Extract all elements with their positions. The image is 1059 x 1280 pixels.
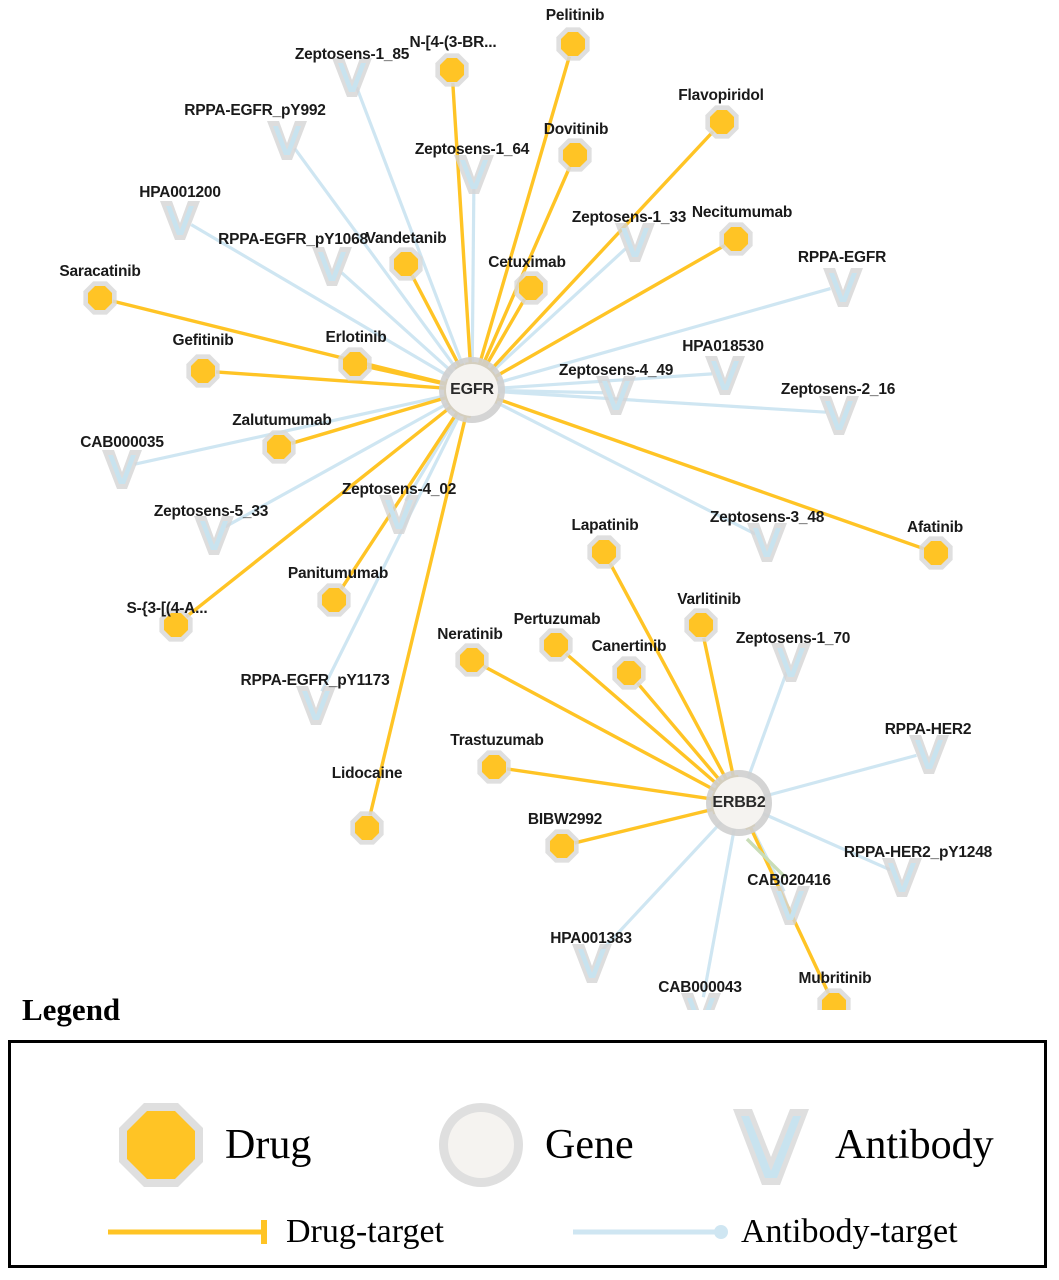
antibody-node-label: Zeptosens-5_33 xyxy=(153,503,269,520)
drug-node-shape xyxy=(563,143,587,167)
drug-node-label: Necitumumab xyxy=(691,204,793,221)
drug-node-shape xyxy=(460,648,484,672)
drug-node-shape xyxy=(617,661,641,685)
legend-label-gene: Gene xyxy=(545,1122,634,1168)
antibody-node-label: HPA018530 xyxy=(682,338,764,355)
legend-label-antibody: Antibody xyxy=(835,1122,994,1168)
antibody-node-label: CAB020416 xyxy=(747,872,831,889)
drug-node-label: Zalutumumab xyxy=(232,412,332,429)
drug-node[interactable] xyxy=(587,535,620,568)
antibody-node-label: RPPA-EGFR_pY1173 xyxy=(240,672,390,689)
antibody-node-label: RPPA-HER2_pY1248 xyxy=(843,844,993,861)
drug-node-label: Pelitinib xyxy=(545,7,605,24)
drug-node-shape xyxy=(267,435,291,459)
legend-label-drug-target: Drug-target xyxy=(286,1213,444,1250)
drug-node[interactable] xyxy=(514,271,547,304)
drug-node-shape xyxy=(519,276,543,300)
drug-target-edge-icon xyxy=(106,1215,276,1249)
antibody-node-label: Zeptosens-1_33 xyxy=(571,209,687,226)
antibody-node-label: RPPA-EGFR xyxy=(797,249,887,266)
drug-node-label: Afatinib xyxy=(906,519,964,536)
drug-edge xyxy=(453,83,471,364)
drug-node-label: Lidocaine xyxy=(331,765,403,782)
drug-node[interactable] xyxy=(389,247,422,280)
antibody-node[interactable] xyxy=(747,523,787,562)
antibody-node[interactable] xyxy=(296,686,336,725)
drug-node-shape xyxy=(724,227,748,251)
antibody-edge xyxy=(498,392,826,413)
antibody-node-label: CAB000043 xyxy=(658,979,742,996)
antibody-node-label: Zeptosens-1_70 xyxy=(735,630,851,647)
antibody-target-edge-icon xyxy=(571,1215,731,1249)
drug-node-label: Pertuzumab xyxy=(513,611,601,628)
antibody-node[interactable] xyxy=(102,450,142,489)
drug-edge xyxy=(479,56,569,365)
drug-node-shape xyxy=(544,633,568,657)
antibody-node-label: CAB000035 xyxy=(80,434,164,451)
antibody-node[interactable] xyxy=(194,516,234,555)
drug-node-label: Neratinib xyxy=(437,626,503,643)
drug-node[interactable] xyxy=(338,347,371,380)
drug-node-shape xyxy=(550,834,574,858)
antibody-node[interactable] xyxy=(312,247,352,286)
drug-node-shape xyxy=(394,252,418,276)
drug-node-label: Panitumumab xyxy=(287,565,389,582)
drug-node[interactable] xyxy=(817,988,850,1010)
drug-node[interactable] xyxy=(539,628,572,661)
drug-node[interactable] xyxy=(705,105,738,138)
antibody-node[interactable] xyxy=(615,223,655,262)
antibody-node-label: RPPA-HER2 xyxy=(884,721,972,738)
drug-node[interactable] xyxy=(612,656,645,689)
legend-edge-row xyxy=(11,1213,1044,1273)
legend-item-gene xyxy=(431,1095,634,1195)
legend-item-drug xyxy=(111,1095,311,1195)
antibody-node-label: RPPA-EGFR_pY1068 xyxy=(218,231,368,248)
drug-node[interactable] xyxy=(684,608,717,641)
drug-node[interactable] xyxy=(262,430,295,463)
drug-node[interactable] xyxy=(558,138,591,171)
antibody-chevron-icon xyxy=(721,1095,821,1195)
drug-node[interactable] xyxy=(719,222,752,255)
drug-node-label: Vandetanib xyxy=(365,230,447,247)
drug-node-shape xyxy=(322,588,346,612)
drug-node-label: Trastuzumab xyxy=(450,732,544,749)
drug-node-label: Cetuximab xyxy=(488,254,566,271)
drug-node-shape xyxy=(355,816,379,840)
antibody-node-label: RPPA-EGFR_pY992 xyxy=(184,102,326,119)
antibody-edge xyxy=(472,185,474,364)
antibody-node[interactable] xyxy=(160,201,200,240)
drug-edge xyxy=(704,638,734,778)
legend-item-drug-target xyxy=(106,1213,444,1251)
antibody-node[interactable] xyxy=(267,121,307,160)
antibody-node-shape xyxy=(687,998,715,1010)
drug-node-label: S-{3-[(4-A... xyxy=(126,600,208,617)
drug-edge xyxy=(490,132,713,371)
drug-node-label: Saracatinib xyxy=(59,263,141,280)
drug-node-shape xyxy=(710,110,734,134)
gene-node-label: ERBB2 xyxy=(712,794,766,811)
antibody-edge xyxy=(703,829,734,998)
drug-node-label: Gefitinib xyxy=(172,332,234,349)
antibody-node-label: Zeptosens-4_02 xyxy=(341,481,457,498)
drug-edge xyxy=(341,412,458,589)
drug-node[interactable] xyxy=(455,643,488,676)
drug-node-shape xyxy=(88,286,112,310)
drug-node-label: Lapatinib xyxy=(571,517,639,534)
gene-circle-icon xyxy=(431,1095,531,1195)
drug-node-shape xyxy=(191,359,215,383)
drug-node-label: Mubritinib xyxy=(798,970,872,987)
drug-node[interactable] xyxy=(83,281,116,314)
gene-node-label: EGFR xyxy=(450,381,494,398)
antibody-edge xyxy=(764,755,916,796)
drug-edge xyxy=(113,301,447,384)
antibody-node-label: HPA001200 xyxy=(139,184,221,201)
drug-edge xyxy=(412,276,460,367)
drug-node-shape xyxy=(482,755,506,779)
drug-node-shape xyxy=(592,540,616,564)
drug-node-shape xyxy=(440,58,464,82)
drug-node-label: BIBW2992 xyxy=(527,811,603,828)
drug-edge xyxy=(637,683,722,783)
legend-title: Legend xyxy=(22,992,121,1027)
drug-node-label: Flavopiridol xyxy=(678,87,764,104)
drug-node-shape xyxy=(689,613,713,637)
drug-node[interactable] xyxy=(350,811,383,844)
antibody-node[interactable] xyxy=(770,886,810,925)
drug-node-label: Canertinib xyxy=(591,638,667,655)
drug-octagon-icon xyxy=(111,1095,211,1195)
antibody-node-label: Zeptosens-2_16 xyxy=(780,381,896,398)
drug-node-shape xyxy=(561,32,585,56)
drug-node-label: Dovitinib xyxy=(543,121,609,138)
drug-node[interactable] xyxy=(317,583,350,616)
antibody-edge xyxy=(357,87,463,366)
legend-label-antibody-target: Antibody-target xyxy=(741,1213,958,1250)
drug-edge xyxy=(370,415,466,815)
antibody-edge xyxy=(748,672,787,778)
drug-node[interactable] xyxy=(435,53,468,86)
antibody-node-label: Zeptosens-4_49 xyxy=(558,362,674,379)
antibody-node[interactable] xyxy=(819,396,859,435)
drug-node[interactable] xyxy=(919,536,952,569)
drug-node-shape xyxy=(924,541,948,565)
legend-item-antibody-target xyxy=(571,1213,958,1251)
drug-node-label: Erlotinib xyxy=(325,329,387,346)
drug-node-label: Varlitinib xyxy=(677,591,741,608)
legend-item-antibody xyxy=(721,1095,994,1195)
legend-box xyxy=(8,1040,1047,1268)
antibody-node-label: HPA001383 xyxy=(550,930,632,947)
drug-node[interactable] xyxy=(556,27,589,60)
drug-node[interactable] xyxy=(186,354,219,387)
drug-node-label: N-[4-(3-BR... xyxy=(409,34,497,51)
antibody-node[interactable] xyxy=(771,643,811,682)
drug-node-shape xyxy=(343,352,367,376)
drug-node[interactable] xyxy=(545,829,578,862)
antibody-node[interactable] xyxy=(882,858,922,897)
antibody-node-label: Zeptosens-1_85 xyxy=(294,46,410,63)
antibody-node-label: Zeptosens-3_48 xyxy=(709,509,825,526)
legend-shape-row xyxy=(11,1091,1044,1201)
drug-node[interactable] xyxy=(477,750,510,783)
antibody-node-label: Zeptosens-1_64 xyxy=(414,141,530,158)
legend-label-drug: Drug xyxy=(225,1122,312,1168)
antibody-node[interactable] xyxy=(572,944,612,983)
